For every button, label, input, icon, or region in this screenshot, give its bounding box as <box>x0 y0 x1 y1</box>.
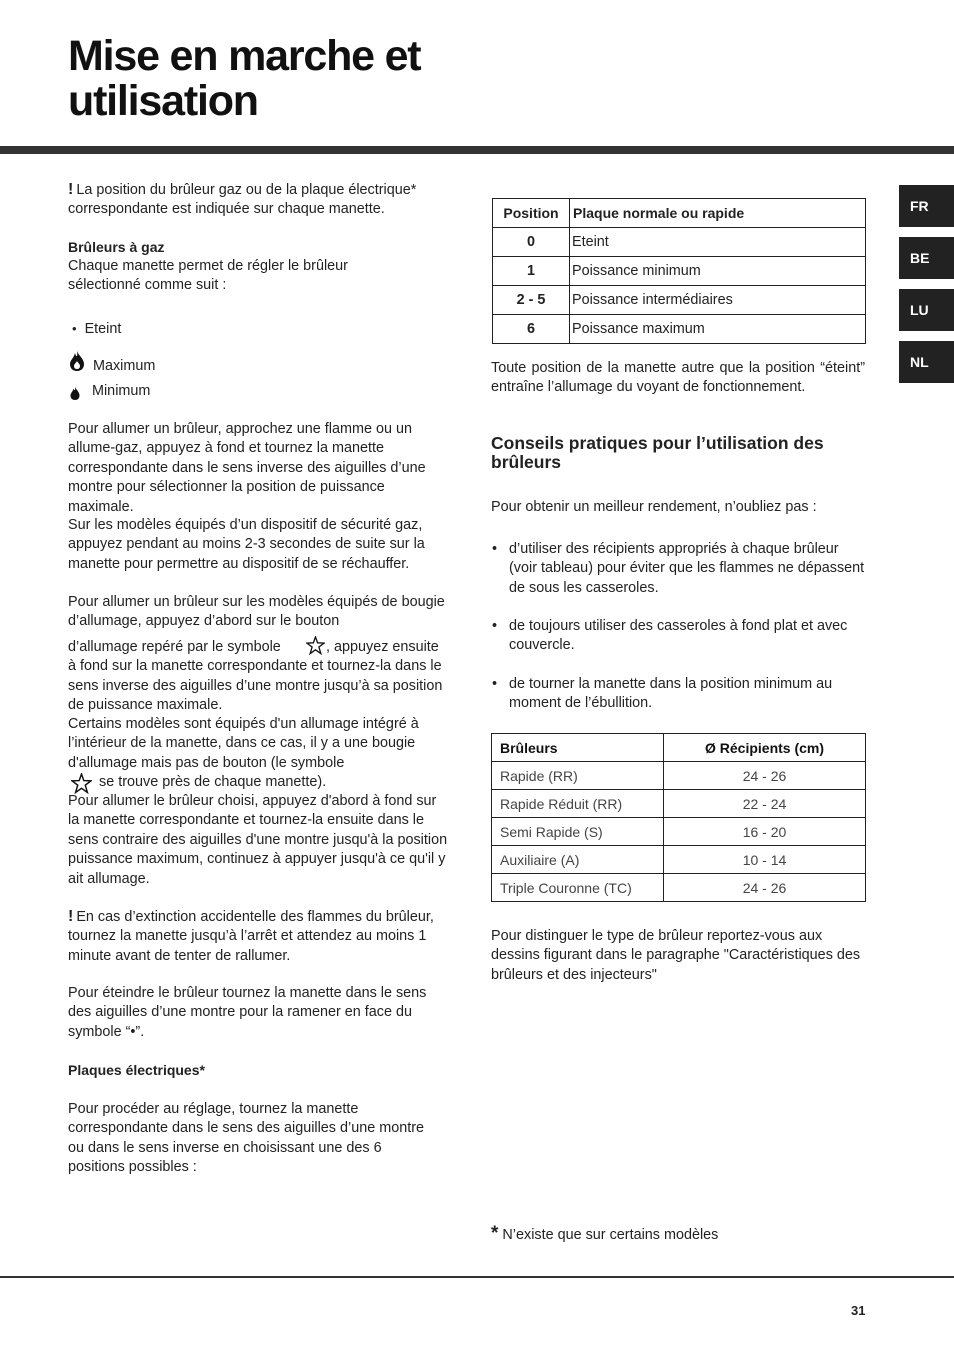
paragraph-indicator: Toute position de la manette autre que la position “éteint” entraîne l’allumage du voyant de fonctionnement. <box>491 360 865 396</box>
paragraph-integrated-a: Certains modèles sont équipés d'un allumage intégré à l’intérieur de la manette, dans ce cas, il y a une bougie d'allumage mais pas de bouton (le symbole <box>68 716 419 771</box>
lang-tab-fr[interactable]: FR <box>899 185 954 227</box>
table-header: Position <box>493 199 570 228</box>
paragraph-ignite-chosen: Pour allumer le brûleur choisi, appuyez d'abord à fond sur la manette correspondante et tournez-la ensuite dans le sens contraire des aiguilles d'une montre jusqu'à la position puissance maximum, continuez à appuyer jusqu'à ce qu'il y ait allumage. <box>68 793 448 887</box>
table-cell: Eteint <box>570 228 866 257</box>
table-cell: 22 - 24 <box>664 790 866 818</box>
table-cell: Poissance minimum <box>570 257 866 286</box>
table-header: Plaque normale ou rapide <box>570 199 866 228</box>
table-cell: 1 <box>493 257 570 286</box>
table-row <box>492 790 866 818</box>
paragraph-spark-a: Pour allumer un brûleur sur les modèles équipés de bougie d’allumage, appuyez d’abord sur le bouton <box>68 594 445 630</box>
gas-heading: Brûleurs à gaz <box>68 239 165 255</box>
table-cell: Poissance maximum <box>570 315 866 344</box>
paragraph-turn-off: Pour éteindre le brûleur tournez la manette dans le sens des aiguilles d’une montre pour la ramener en face du symbole “•”. <box>68 985 427 1040</box>
page-number: 31 <box>851 1303 866 1318</box>
tip-item: • d’utiliser des récipients appropriés à chaque brûleur (voir tableau) pour éviter que les flammes ne dépassent de sous les casseroles. <box>509 540 865 598</box>
section-heading: Conseils pratiques pour l’utilisation des brûleurs <box>491 433 824 472</box>
table-row <box>492 874 866 902</box>
table-cell: 6 <box>493 315 570 344</box>
paragraph-electric: Pour procéder au réglage, tournez la manette correspondante dans le sens des aiguilles d’une montre ou dans le sens inverse en choisissant une des 6 positions possibles : <box>68 1101 424 1176</box>
page-title: Mise en marche et utilisation <box>68 32 421 125</box>
table-cell: Rapide Réduit (RR) <box>492 790 664 818</box>
flame-small-icon <box>70 386 80 401</box>
table-cell: 24 - 26 <box>664 874 866 902</box>
table-cell: Triple Couronne (TC) <box>492 874 664 902</box>
table-cell: 24 - 26 <box>664 762 866 790</box>
table-header-row <box>493 199 866 228</box>
title-divider <box>0 146 954 154</box>
lang-tab-be[interactable]: BE <box>899 237 954 279</box>
electric-heading: Plaques électriques* <box>68 1062 205 1078</box>
paragraph-integrated-b: se trouve près de chaque manette). <box>99 774 327 790</box>
paragraph-spark-b: d’allumage repéré par le symbole <box>68 639 281 655</box>
table-row <box>492 818 866 846</box>
tip-item: • de tourner la manette dans la position minimum au moment de l’ébullition. <box>509 675 865 714</box>
paragraph-safety: Sur les modèles équipés d’un dispositif de sécurité gaz, appuyez pendant au moins 2-3 secondes de suite sur la manette pour permettre au dispositif de se réchauffer. <box>68 517 425 572</box>
table-header: Brûleurs <box>492 734 664 762</box>
intro-note: ! La position du brûleur gaz ou de la plaque électrique* correspondante est indiquée sur chaque manette. <box>68 181 417 218</box>
tips-intro: Pour obtenir un meilleur rendement, n’oubliez pas : <box>491 499 817 515</box>
lang-tab-lu[interactable]: LU <box>899 289 954 331</box>
flame-large-icon <box>69 350 85 372</box>
table-header: Ø Récipients (cm) <box>664 734 866 762</box>
table-row <box>493 315 866 344</box>
table-cell: 10 - 14 <box>664 846 866 874</box>
positions-table <box>492 198 866 344</box>
table-cell: Rapide (RR) <box>492 762 664 790</box>
table-cell: 2 - 5 <box>493 286 570 315</box>
paragraph-burner-type: Pour distinguer le type de brûleur reportez-vous aux dessins figurant dans le paragraphe "Caractéristiques des brûleurs et des injecteurs" <box>491 928 861 983</box>
table-cell: Poissance intermédiaires <box>570 286 866 315</box>
tip-item: • de toujours utiliser des casseroles à fond plat et avec couvercle. <box>509 617 865 656</box>
table-row <box>493 286 866 315</box>
position-max: Maximum <box>93 358 156 374</box>
gas-text: Chaque manette permet de régler le brûleur sélectionné comme suit : <box>68 258 348 294</box>
footnote: * N’existe que sur certains modèles <box>491 1223 719 1244</box>
table-header-row <box>492 734 866 762</box>
footer-divider <box>0 1276 954 1278</box>
lang-tab-nl[interactable]: NL <box>899 341 954 383</box>
table-cell: 16 - 20 <box>664 818 866 846</box>
burners-table <box>491 733 866 902</box>
warning-note: ! En cas d’extinction accidentelle des flammes du brûleur, tournez la manette jusqu’à l’arrêt et attendez au moins 1 minute avant de tenter de rallumer. <box>68 908 434 964</box>
table-cell: Semi Rapide (S) <box>492 818 664 846</box>
paragraph-spark-c: , appuyez ensuite à fond sur la manette correspondante et tournez-la dans le sens inverse des aiguilles d’une montre jusqu’à sa position de puissance maximale. <box>68 639 443 714</box>
table-cell: 0 <box>493 228 570 257</box>
table-cell: Auxiliaire (A) <box>492 846 664 874</box>
table-row <box>492 762 866 790</box>
table-row <box>493 228 866 257</box>
spark-star-icon <box>71 773 92 794</box>
position-min: Minimum <box>92 383 151 399</box>
table-row <box>493 257 866 286</box>
table-row <box>492 846 866 874</box>
position-off: • Eteint <box>72 321 122 337</box>
paragraph-ignite: Pour allumer un brûleur, approchez une flamme ou un allume-gaz, appuyez à fond et tournez la manette correspondante dans le sens inverse des aiguilles d’une montre pour sélectionner la position de puissance maximale. <box>68 421 426 515</box>
